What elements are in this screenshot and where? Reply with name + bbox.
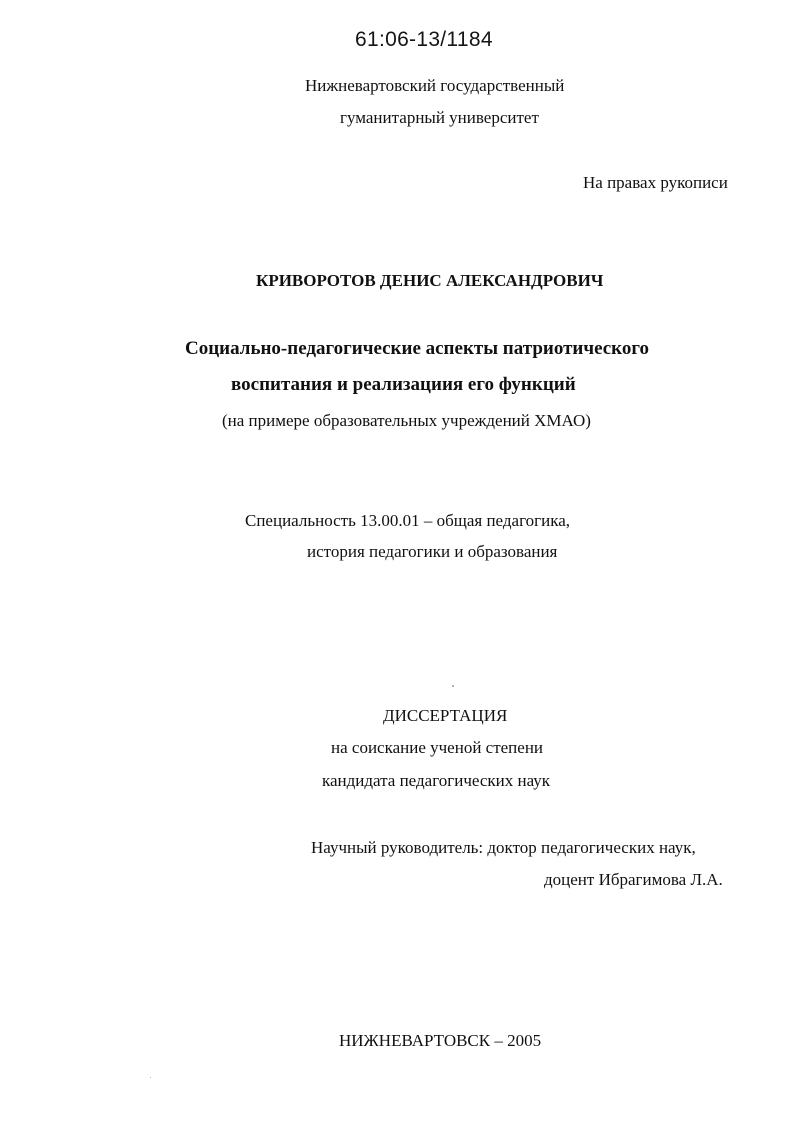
dissertation-subtitle: (на примере образовательных учреждений ХМАО)	[222, 411, 591, 430]
city-year: НИЖНЕВАРТОВСК – 2005	[339, 1031, 542, 1050]
supervisor-line-1: Научный руководитель: доктор педагогических наук,	[311, 838, 696, 857]
supervisor-line-2: доцент Ибрагимова Л.А.	[544, 870, 723, 889]
university-line-1: Нижневартовский государственный	[305, 76, 565, 95]
author-name: КРИВОРОТОВ ДЕНИС АЛЕКСАНДРОВИЧ	[256, 271, 604, 290]
dissertation-title-line-2: воспитания и реализациия его функций	[231, 374, 576, 395]
degree-line-2: кандидата педагогических наук	[322, 771, 551, 790]
scan-speck	[150, 1077, 151, 1078]
scan-speck	[452, 685, 454, 687]
dissertation-label: ДИССЕРТАЦИЯ	[383, 706, 508, 725]
degree-line-1: на соискание ученой степени	[331, 738, 544, 757]
university-line-2: гуманитарный университет	[340, 108, 539, 127]
manuscript-note: На правах рукописи	[583, 173, 728, 192]
dissertation-title-line-1: Социально-педагогические аспекты патриотического	[185, 338, 650, 359]
specialty-line-1: Специальность 13.00.01 – общая педагогика,	[245, 511, 570, 530]
archive-stamp-number: 61:06-13/1184	[355, 28, 493, 51]
specialty-line-2: история педагогики и образования	[307, 542, 558, 561]
